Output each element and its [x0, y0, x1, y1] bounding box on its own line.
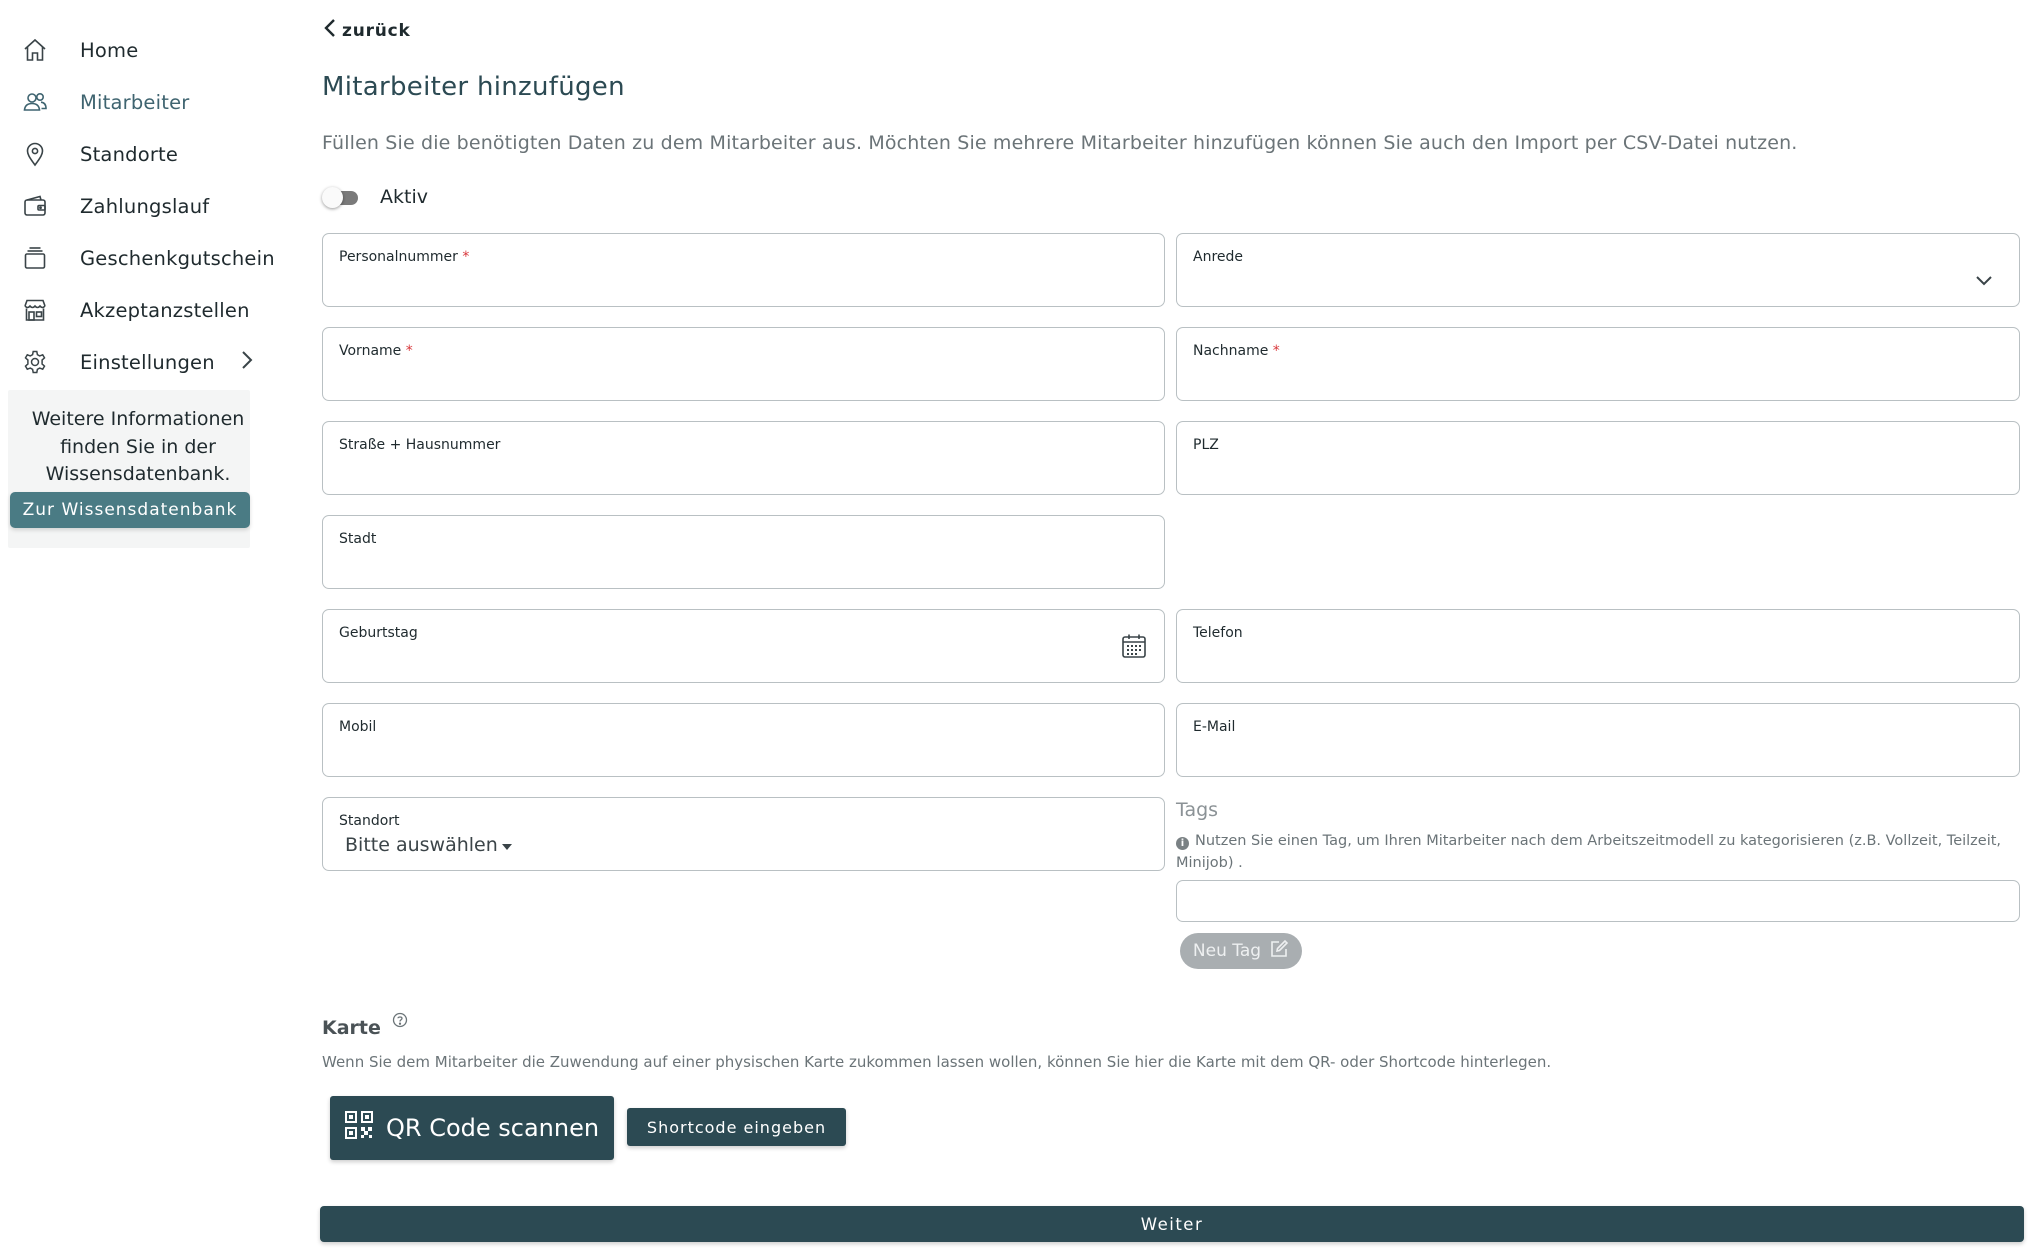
qr-code-icon: [344, 1110, 374, 1146]
chevron-left-icon: [324, 18, 336, 43]
knowledge-base-info-text: Weitere Informationen finden Sie in der Wissensdatenbank.: [31, 408, 245, 485]
knowledge-base-button[interactable]: Zur Wissensdatenbank: [10, 492, 250, 528]
anrede-select[interactable]: [1176, 233, 2020, 307]
strasse-field[interactable]: [322, 421, 1165, 495]
sidebar: [0, 0, 275, 1252]
required-mark: *: [405, 343, 413, 359]
toggle-knob: [322, 187, 343, 208]
karte-description: Wenn Sie dem Mitarbeiter die Zuwendung auf einer physischen Karte zukommen lassen wollen, können Sie hier die Karte mit dem QR- oder Shortcode hinterlegen.: [322, 1053, 1552, 1071]
standort-select[interactable]: [322, 797, 1165, 871]
page-title: Mitarbeiter hinzufügen: [322, 72, 625, 102]
email-field[interactable]: [1176, 703, 2020, 777]
sidebar-item-label: Home: [80, 38, 139, 62]
tags-hint-text: Nutzen Sie einen Tag, um Ihren Mitarbeiter nach dem Arbeitszeitmodell zu kategorisieren (z.B. Vollzeit, Teilzeit, Minijob) .: [1176, 833, 2002, 871]
page-description: Füllen Sie die benötigten Daten zu dem Mitarbeiter aus. Möchten Sie mehrere Mitarbeiter hinzufügen können Sie auch den Import per CSV-Datei nutzen.: [322, 132, 1798, 154]
stadt-field[interactable]: [322, 515, 1165, 589]
sidebar-item-label: Geschenkgutschein: [80, 246, 275, 270]
nachname-label: Nachname: [1193, 343, 1269, 359]
nachname-field[interactable]: [1176, 327, 2020, 401]
sidebar-item-standorte[interactable]: [20, 136, 179, 172]
geburtstag-label: Geburtstag: [339, 625, 418, 641]
telefon-field[interactable]: [1176, 609, 2020, 683]
users-icon: [20, 87, 50, 117]
back-label: zurück: [342, 20, 411, 41]
help-icon[interactable]: [392, 1011, 408, 1033]
calendar-icon[interactable]: [1120, 632, 1148, 664]
mobil-label: Mobil: [339, 719, 377, 735]
sidebar-item-akzeptanzstellen[interactable]: [20, 292, 250, 328]
mobil-field[interactable]: [322, 703, 1165, 777]
sidebar-item-home[interactable]: [20, 32, 139, 68]
karte-title: [322, 1017, 404, 1039]
karte-title-text: Karte: [322, 1017, 381, 1039]
sidebar-item-label: Einstellungen: [80, 350, 215, 374]
plz-field[interactable]: [1176, 421, 2020, 495]
standort-value: Bitte auswählen: [345, 834, 498, 856]
strasse-label: Straße + Hausnummer: [339, 437, 501, 453]
sidebar-item-einstellungen[interactable]: [20, 344, 215, 380]
wallet-icon: [20, 191, 50, 221]
sidebar-item-geschenkgutschein[interactable]: [20, 240, 275, 276]
stadt-label: Stadt: [339, 531, 377, 547]
geburtstag-field[interactable]: [322, 609, 1165, 683]
tags-input[interactable]: [1176, 880, 2020, 922]
sidebar-item-label: Standorte: [80, 142, 179, 166]
sidebar-item-label: Mitarbeiter: [80, 90, 190, 114]
map-pin-icon: [20, 139, 50, 169]
caret-down-icon: [501, 836, 513, 855]
telefon-label: Telefon: [1193, 625, 1243, 641]
standort-label: Standort: [339, 813, 400, 829]
home-icon: [20, 35, 50, 65]
sidebar-item-mitarbeiter[interactable]: [20, 84, 190, 120]
new-tag-label: Neu Tag: [1192, 941, 1262, 961]
personalnummer-field[interactable]: [322, 233, 1165, 307]
chevron-down-icon: [1975, 272, 1993, 291]
email-label: E-Mail: [1193, 719, 1236, 735]
tags-hint: [1176, 830, 2020, 874]
sidebar-item-label: Akzeptanzstellen: [80, 298, 250, 322]
vorname-field[interactable]: [322, 327, 1165, 401]
plz-label: PLZ: [1193, 437, 1219, 453]
sidebar-item-label: Zahlungslauf: [80, 194, 210, 218]
active-toggle[interactable]: [322, 187, 360, 207]
sidebar-item-zahlungslauf[interactable]: [20, 188, 210, 224]
personalnummer-label: Personalnummer: [339, 249, 458, 265]
active-toggle-label: Aktiv: [380, 186, 428, 208]
tags-title: Tags: [1176, 799, 1219, 821]
store-icon: [20, 295, 50, 325]
required-mark: *: [462, 249, 470, 265]
stack-icon: [20, 243, 50, 273]
shortcode-button[interactable]: Shortcode eingeben: [627, 1108, 846, 1146]
edit-icon: [1269, 939, 1289, 964]
info-icon: i: [1176, 837, 1189, 850]
qr-code-scan-button[interactable]: [330, 1096, 614, 1160]
qr-code-label: QR Code scannen: [386, 1114, 600, 1142]
anrede-label: Anrede: [1193, 249, 1244, 265]
weiter-button[interactable]: Weiter: [320, 1206, 2024, 1242]
vorname-label: Vorname: [339, 343, 402, 359]
gear-icon: [20, 347, 50, 377]
back-link[interactable]: [324, 18, 411, 43]
chevron-right-icon: [240, 349, 254, 375]
required-mark: *: [1272, 343, 1280, 359]
new-tag-button[interactable]: [1180, 933, 1302, 969]
